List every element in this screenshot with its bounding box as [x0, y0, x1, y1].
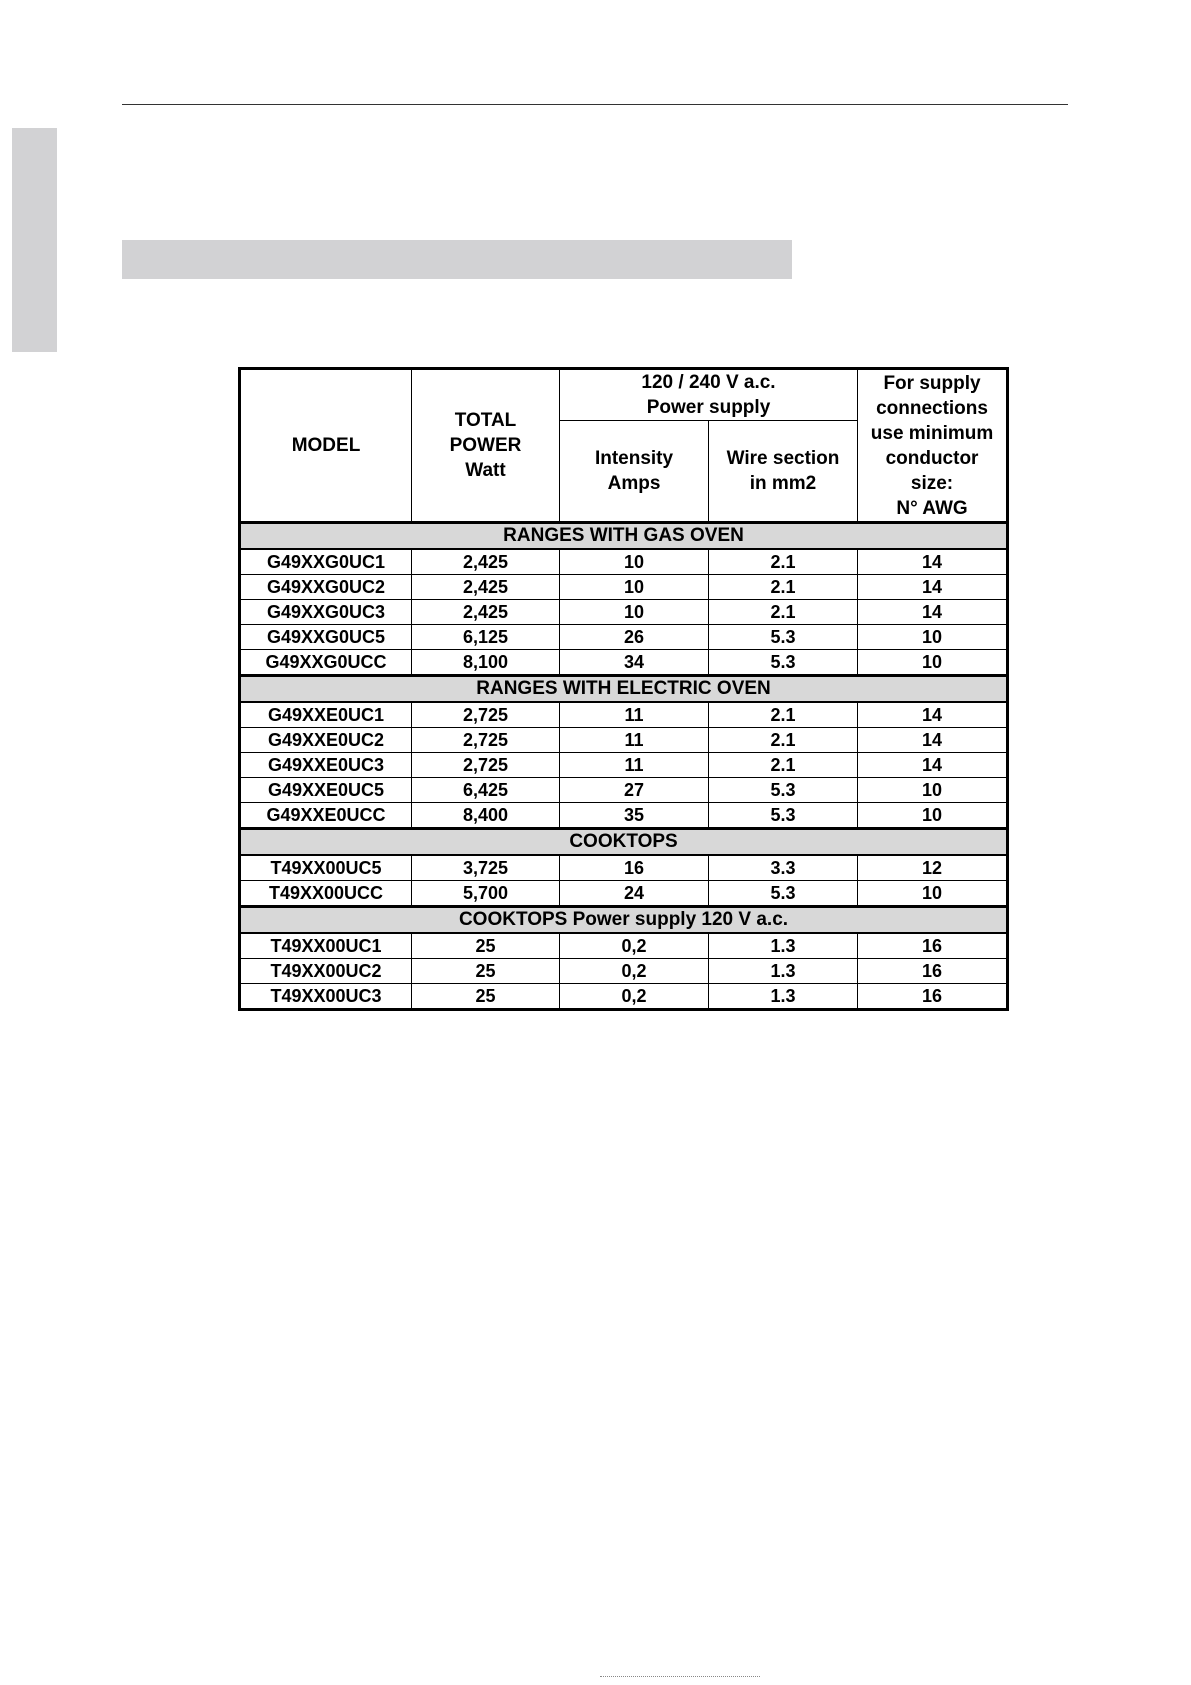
cell-intensity: 16	[560, 855, 709, 881]
table-row	[240, 728, 1008, 753]
cell-intensity: 34	[560, 650, 709, 676]
table-row	[240, 650, 1008, 676]
cell-wire-section: 1.3	[709, 959, 858, 984]
cell-awg: 10	[858, 881, 1008, 907]
cell-intensity: 24	[560, 881, 709, 907]
cell-model: G49XXE0UC5	[240, 778, 412, 803]
cell-model: T49XX00UC1	[240, 933, 412, 959]
cell-awg: 14	[858, 753, 1008, 778]
cell-awg: 12	[858, 855, 1008, 881]
cell-total-power: 8,400	[412, 803, 560, 829]
cell-intensity: 0,2	[560, 959, 709, 984]
cell-total-power: 25	[412, 959, 560, 984]
cell-model: G49XXG0UC5	[240, 625, 412, 650]
cell-intensity: 0,2	[560, 933, 709, 959]
cell-awg: 14	[858, 549, 1008, 575]
electrical-spec-table	[238, 367, 1009, 1011]
cell-intensity: 10	[560, 575, 709, 600]
table-group-row	[240, 676, 1008, 703]
cell-wire-section: 2.1	[709, 702, 858, 728]
cell-total-power: 6,125	[412, 625, 560, 650]
table-group-row	[240, 907, 1008, 934]
cell-model: T49XX00UC2	[240, 959, 412, 984]
cell-model: G49XXG0UC2	[240, 575, 412, 600]
cell-wire-section: 3.3	[709, 855, 858, 881]
cell-wire-section: 2.1	[709, 600, 858, 625]
cell-total-power: 2,725	[412, 753, 560, 778]
cell-intensity: 11	[560, 728, 709, 753]
cell-model: G49XXE0UC2	[240, 728, 412, 753]
group-title: COOKTOPS Power supply 120 V a.c.	[240, 907, 1008, 934]
header-total-power: TOTAL POWER Watt	[412, 369, 560, 523]
cell-total-power: 3,725	[412, 855, 560, 881]
cell-intensity: 35	[560, 803, 709, 829]
group-title: RANGES WITH ELECTRIC OVEN	[240, 676, 1008, 703]
cell-awg: 16	[858, 959, 1008, 984]
cell-wire-section: 2.1	[709, 549, 858, 575]
table-row	[240, 959, 1008, 984]
cell-intensity: 0,2	[560, 984, 709, 1010]
cell-awg: 10	[858, 803, 1008, 829]
cell-wire-section: 2.1	[709, 728, 858, 753]
table-row	[240, 881, 1008, 907]
cell-awg: 10	[858, 650, 1008, 676]
section-title-bar	[122, 240, 792, 279]
cell-model: T49XX00UCC	[240, 881, 412, 907]
cell-intensity: 26	[560, 625, 709, 650]
cell-intensity: 27	[560, 778, 709, 803]
cell-model: G49XXG0UCC	[240, 650, 412, 676]
header-rule	[122, 104, 1068, 105]
footer-mark	[600, 1676, 760, 1680]
cell-total-power: 2,425	[412, 575, 560, 600]
cell-awg: 10	[858, 625, 1008, 650]
cell-total-power: 8,100	[412, 650, 560, 676]
table-row	[240, 933, 1008, 959]
cell-wire-section: 5.3	[709, 881, 858, 907]
cell-model: G49XXE0UCC	[240, 803, 412, 829]
cell-intensity: 10	[560, 549, 709, 575]
electrical-spec-table-container	[238, 367, 1006, 1011]
cell-total-power: 5,700	[412, 881, 560, 907]
table-group-row	[240, 829, 1008, 856]
cell-total-power: 25	[412, 984, 560, 1010]
table-body	[240, 523, 1008, 1010]
cell-wire-section: 5.3	[709, 778, 858, 803]
table-row	[240, 753, 1008, 778]
cell-total-power: 25	[412, 933, 560, 959]
cell-intensity: 10	[560, 600, 709, 625]
table-row	[240, 855, 1008, 881]
cell-awg: 16	[858, 933, 1008, 959]
cell-model: G49XXE0UC3	[240, 753, 412, 778]
language-side-tab	[12, 128, 57, 352]
cell-total-power: 2,425	[412, 549, 560, 575]
cell-model: T49XX00UC3	[240, 984, 412, 1010]
table-row	[240, 984, 1008, 1010]
cell-awg: 14	[858, 702, 1008, 728]
cell-awg: 14	[858, 728, 1008, 753]
cell-total-power: 2,725	[412, 702, 560, 728]
cell-model: G49XXG0UC1	[240, 549, 412, 575]
cell-intensity: 11	[560, 702, 709, 728]
table-row	[240, 575, 1008, 600]
table-row	[240, 600, 1008, 625]
cell-model: G49XXG0UC3	[240, 600, 412, 625]
table-row	[240, 702, 1008, 728]
cell-wire-section: 5.3	[709, 650, 858, 676]
cell-wire-section: 5.3	[709, 625, 858, 650]
header-model: MODEL	[240, 369, 412, 523]
table-row	[240, 778, 1008, 803]
cell-awg: 10	[858, 778, 1008, 803]
header-power-supply: 120 / 240 V a.c. Power supply	[560, 369, 858, 421]
group-title: RANGES WITH GAS OVEN	[240, 523, 1008, 550]
header-conductor-size: For supply connections use minimum conductor size: N° AWG	[858, 369, 1008, 523]
table-row	[240, 625, 1008, 650]
cell-model: G49XXE0UC1	[240, 702, 412, 728]
cell-total-power: 2,725	[412, 728, 560, 753]
cell-wire-section: 2.1	[709, 575, 858, 600]
cell-awg: 14	[858, 600, 1008, 625]
cell-intensity: 11	[560, 753, 709, 778]
group-title: COOKTOPS	[240, 829, 1008, 856]
cell-wire-section: 2.1	[709, 753, 858, 778]
cell-wire-section: 5.3	[709, 803, 858, 829]
cell-wire-section: 1.3	[709, 933, 858, 959]
table-group-row	[240, 523, 1008, 550]
cell-awg: 14	[858, 575, 1008, 600]
header-intensity: Intensity Amps	[560, 421, 709, 523]
cell-total-power: 2,425	[412, 600, 560, 625]
table-row	[240, 549, 1008, 575]
cell-total-power: 6,425	[412, 778, 560, 803]
cell-wire-section: 1.3	[709, 984, 858, 1010]
cell-awg: 16	[858, 984, 1008, 1010]
header-wire-section: Wire section in mm2	[709, 421, 858, 523]
table-row	[240, 803, 1008, 829]
cell-model: T49XX00UC5	[240, 855, 412, 881]
